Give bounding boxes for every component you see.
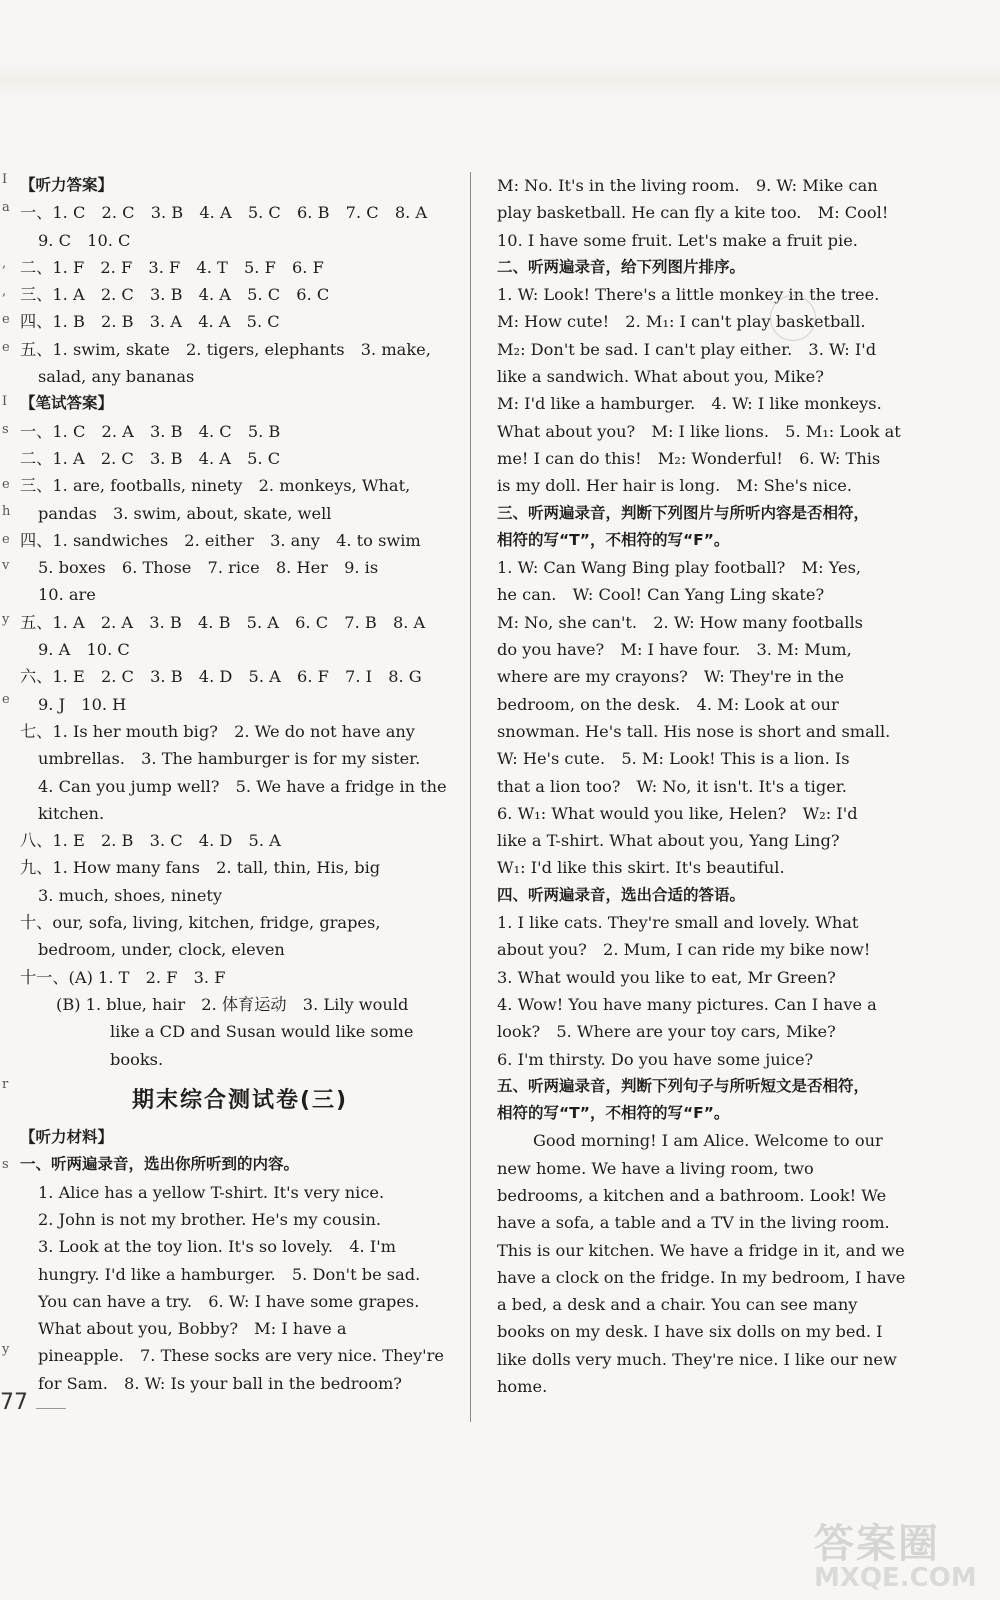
material-line: M₂: Don't be sad. I can't play either. 3. W: I'd [497, 339, 877, 359]
material-line: 1. W: Can Wang Bing play football? M: Yes, [497, 558, 862, 578]
passage-line: books on my desk. I have six dolls on my bed. I [497, 1322, 883, 1342]
answer-line: 一、1. C 2. A 3. B 4. C 5. B [20, 421, 281, 441]
margin-letter: I [2, 172, 8, 187]
material-line: bedroom, on the desk. 4. M: Look at our [497, 694, 839, 714]
answer-line: 4. Can you jump well? 5. We have a fridge in the [38, 776, 447, 796]
answer-line: 3. much, shoes, ninety [38, 885, 223, 905]
section-instruction: 二、听两遍录音，给下列图片排序。 [497, 257, 746, 276]
answer-line: 10. are [38, 585, 96, 605]
margin-letter: , [2, 284, 7, 299]
margin-letter: a [2, 200, 10, 215]
margin-letter: r [2, 1077, 9, 1092]
material-line: 6. I'm thirsty. Do you have some juice? [497, 1049, 814, 1069]
left-column [20, 172, 460, 1397]
material-line: pineapple. 7. These socks are very nice. They're [38, 1346, 444, 1366]
section-instruction: 三、听两遍录音，判断下列图片与所听内容是否相符， [497, 503, 870, 522]
section-instruction: 相符的写“T”，不相符的写“F”。 [497, 1104, 730, 1123]
material-line: 1. W: Look! There's a little monkey in the tree. [497, 285, 880, 305]
margin-letter: v [2, 558, 10, 573]
material-line: snowman. He's tall. His nose is short and small. [497, 721, 891, 741]
passage-line: Good morning! I am Alice. Welcome to our [533, 1131, 883, 1151]
margin-letter: e [2, 477, 10, 492]
passage-line: This is our kitchen. We have a fridge in it, and we [497, 1240, 905, 1260]
answer-line: 四、1. sandwiches 2. either 3. any 4. to swim [20, 530, 421, 550]
material-line: look? 5. Where are your toy cars, Mike? [497, 1022, 836, 1042]
answer-line: 七、1. Is her mouth big? 2. We do not have any [20, 721, 415, 741]
answer-line: 九、1. How many fans 2. tall, thin, His, big [20, 858, 381, 878]
margin-letter: s [2, 1157, 9, 1172]
answer-line: salad, any bananas [38, 367, 195, 387]
watermark-logo-text: 答案圈 [814, 1521, 940, 1567]
answer-line: pandas 3. swim, about, skate, well [38, 503, 332, 523]
passage-line: home. [497, 1377, 548, 1397]
material-line: M: No, she can't. 2. W: How many footballs [497, 612, 863, 632]
listening-answers-heading: 【听力答案】 [20, 176, 114, 194]
material-line: hungry. I'd like a hamburger. 5. Don't be sad. [38, 1264, 421, 1284]
margin-letter: e [2, 312, 10, 327]
section-instruction: 相符的写“T”，不相符的写“F”。 [497, 530, 730, 549]
answer-line: 二、1. A 2. C 3. B 4. A 5. C [20, 448, 281, 468]
margin-letter: e [2, 692, 10, 707]
written-answers-heading: 【笔试答案】 [20, 394, 114, 413]
answer-line: 八、1. E 2. B 3. C 4. D 5. A [20, 831, 281, 851]
material-line: about you? 2. Mum, I can ride my bike now! [497, 940, 871, 960]
listening-material-heading: 【听力材料】 [20, 1128, 114, 1147]
answer-line: 9. J 10. H [38, 694, 127, 714]
material-line: like a T-shirt. What about you, Yang Ling? [497, 831, 840, 851]
passage-line: have a clock on the fridge. In my bedroom, I have [497, 1267, 906, 1287]
passage-line: like dolls very much. They're nice. I like our new [497, 1349, 897, 1369]
answer-line: (B) 1. blue, hair 2. 体育运动 3. Lily would [56, 994, 409, 1014]
margin-letter: e [2, 532, 10, 547]
material-line: 4. Wow! You have many pictures. Can I have a [497, 994, 877, 1014]
passage-line: have a sofa, a table and a TV in the living room. [497, 1213, 890, 1233]
margin-letter: s [2, 422, 9, 437]
material-line: where are my crayons? W: They're in the [497, 667, 844, 687]
material-line: play basketball. He can fly a kite too. M: Cool! [497, 203, 889, 223]
answer-line: kitchen. [38, 803, 105, 823]
material-line: 3. Look at the toy lion. It's so lovely. 4. I'm [38, 1237, 397, 1257]
page-number: 77 [0, 1390, 28, 1415]
answer-line: bedroom, under, clock, eleven [38, 940, 285, 960]
column-divider [470, 172, 471, 1422]
material-line: that a lion too? W: No, it isn't. It's a tiger. [497, 776, 847, 796]
margin-letter: y [2, 1342, 10, 1357]
material-line: M: How cute! 2. M₁: I can't play basketball. [497, 312, 866, 332]
answer-line: books. [110, 1049, 164, 1069]
material-line: You can have a try. 6. W: I have some grapes. [38, 1291, 420, 1311]
section-instruction: 四、听两遍录音，选出合适的答语。 [497, 885, 746, 904]
page-number-rule [36, 1408, 66, 1409]
material-line: me! I can do this! M₂: Wonderful! 6. W: This [497, 448, 881, 468]
answer-line: like a CD and Susan would like some [110, 1022, 414, 1042]
material-line: is my doll. Her hair is long. M: She's nice. [497, 476, 852, 496]
test-title: 期末综合测试卷(三) [131, 1087, 349, 1113]
answer-line: 三、1. are, footballs, ninety 2. monkeys, What, [20, 476, 411, 496]
material-line: What about you, Bobby? M: I have a [38, 1319, 347, 1339]
passage-line: a bed, a desk and a chair. You can see many [497, 1295, 858, 1315]
section-instruction: 一、听两遍录音，选出你所听到的内容。 [20, 1155, 300, 1174]
answer-line: 5. boxes 6. Those 7. rice 8. Her 9. is [38, 558, 379, 578]
margin-letter: , [2, 256, 7, 271]
faint-stamp-mark [770, 295, 816, 341]
answer-line: 五、1. A 2. A 3. B 4. B 5. A 6. C 7. B 8. A [20, 612, 426, 632]
answer-line: 五、1. swim, skate 2. tigers, elephants 3. make, [20, 339, 431, 359]
answer-line: 9. A 10. C [38, 640, 130, 660]
material-line: 10. I have some fruit. Let's make a fruit pie. [497, 230, 858, 250]
material-line: 6. W₁: What would you like, Helen? W₂: I'd [497, 803, 858, 823]
material-line: 3. What would you like to eat, Mr Green? [497, 967, 836, 987]
answer-line: 三、1. A 2. C 3. B 4. A 5. C 6. C [20, 285, 330, 305]
material-line: W: He's cute. 5. M: Look! This is a lion. Is [497, 749, 850, 769]
answer-line: 十一、(A) 1. T 2. F 3. F [20, 967, 226, 987]
passage-line: new home. We have a living room, two [497, 1158, 814, 1178]
answer-line: umbrellas. 3. The hamburger is for my sister. [38, 749, 421, 769]
material-line: he can. W: Cool! Can Yang Ling skate? [497, 585, 825, 605]
margin-letter: I [2, 394, 8, 409]
material-line: for Sam. 8. W: Is your ball in the bedroom? [38, 1373, 402, 1393]
answer-line: 9. C 10. C [38, 230, 131, 250]
material-line: W₁: I'd like this skirt. It's beautiful. [497, 858, 785, 878]
site-watermark [814, 1512, 984, 1593]
answer-line: 二、1. F 2. F 3. F 4. T 5. F 6. F [20, 257, 324, 277]
material-line: What about you? M: I like lions. 5. M₁: Look at [497, 421, 901, 441]
material-line: 2. John is not my brother. He's my cousin. [38, 1209, 382, 1229]
right-column [497, 172, 975, 1400]
material-line: M: I'd like a hamburger. 4. W: I like monkeys. [497, 394, 882, 414]
answer-line: 六、1. E 2. C 3. B 4. D 5. A 6. F 7. I 8. G [20, 667, 422, 687]
material-line: M: No. It's in the living room. 9. W: Mike can [497, 176, 878, 195]
margin-letter: e [2, 340, 10, 355]
section-instruction: 五、听两遍录音，判断下列句子与所听短文是否相符， [497, 1076, 870, 1095]
watermark-url: MXQE.COM [814, 1563, 977, 1593]
margin-letter: h [2, 504, 11, 519]
material-line: like a sandwich. What about you, Mike? [497, 367, 824, 387]
margin-letter: y [2, 612, 10, 627]
answer-line: 十、our, sofa, living, kitchen, fridge, grapes, [20, 913, 381, 933]
material-line: 1. Alice has a yellow T-shirt. It's very nice. [38, 1182, 385, 1202]
material-line: do you have? M: I have four. 3. M: Mum, [497, 640, 852, 660]
answer-line: 四、1. B 2. B 3. A 4. A 5. C [20, 312, 280, 332]
passage-line: bedrooms, a kitchen and a bathroom. Look! We [497, 1185, 887, 1205]
material-line: 1. I like cats. They're small and lovely. What [497, 913, 859, 933]
answer-line: 一、1. C 2. C 3. B 4. A 5. C 6. B 7. C 8. A [20, 203, 428, 223]
scan-shadow [0, 60, 1000, 100]
